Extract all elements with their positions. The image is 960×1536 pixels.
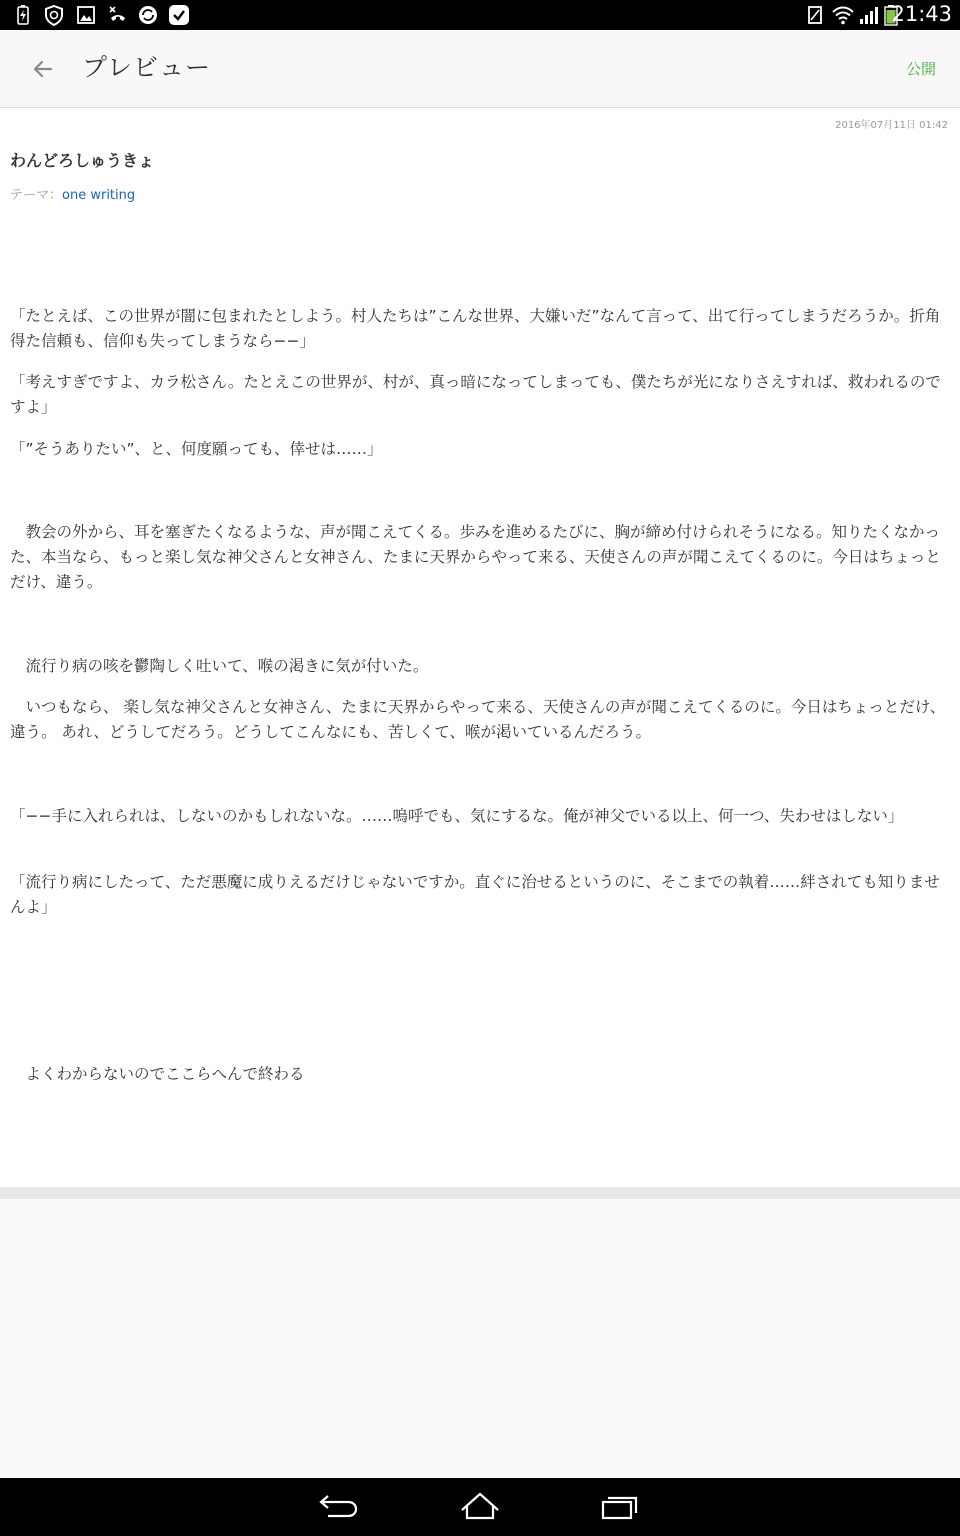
post-title: わんどろしゅうきょ [10,151,155,170]
arrow-back-icon [22,50,64,88]
home-icon [450,1486,510,1528]
article [0,108,960,1187]
status-time: 21:43 [891,2,952,26]
paragraph: 「”そうありたい”、と、何度願っても、倖せは……」 [10,440,383,458]
footer-divider [0,1187,960,1199]
paragraph: 「考えすぎですよ、カラ松さん。たとえこの世界が、村が、真っ暗になってしまっても、僕たちが光になりさえすれば、救われるのですよ」 [10,373,941,416]
empty-area [0,1199,960,1478]
nav-back-button[interactable] [308,1486,368,1528]
recent-apps-icon [590,1486,650,1528]
vibrate-icon [804,4,826,26]
back-button[interactable] [22,50,64,88]
nav-bar [0,1478,960,1536]
shield-icon [43,4,65,26]
nav-home-button[interactable] [450,1486,510,1528]
sync-icon [137,4,159,26]
paragraph: 流行り病の咳を鬱陶しく吐いて、喉の渇きに気が付いた。 [10,657,429,675]
theme-label: テーマ： [10,188,63,203]
paragraph: よくわからないのでここらへんで終わる [10,1065,305,1083]
paragraph: 「流行り病にしたって、ただ悪魔に成りえるだけじゃないですか。直ぐに治せるというのに、そこまでの執着……絆されても知りませんよ」 [10,873,940,916]
paragraph: 「−−手に入れられは、しないのかもしれないな。……嗚呼でも、気にするな。俺が神父でいる以上、何一つ、失わせはしない」 [10,807,904,825]
nav-recent-apps-button[interactable] [590,1486,650,1528]
paragraph: 「たとえば、この世界が闇に包まれたとしよう。村人たちは”こんな世界、大嫌いだ”なんて言って、出て行ってしまうだろうか。折角得た信頼も、信仰も失ってしまうなら−−」 [10,307,941,350]
image-icon [75,4,97,26]
publish-button[interactable]: 公開 [905,60,936,78]
page-title: プレビュー [82,53,212,82]
paragraph: 教会の外から、耳を塞ぎたくなるような、声が聞こえてくる。歩みを進めるたびに、胸が締め付けられそうになる。知りたくなかった、本当なら、もっと楽し気な神父さんと女神さん、たまに天界からやって来る、天使さんの声が聞こえてくるのに。今日はちょっとだけ、違う。 [10,523,941,591]
paragraph: いつもなら、 楽し気な神父さんと女神さん、たまに天界からやって来る、天使さんの声が聞こえてくるのに。今日はちょっとだけ、違う。 あれ、どうしてだろう。どうしてこんなにも、苦しくて、喉が渇いているんだろう。 [10,698,946,741]
battery-charging-icon [12,4,34,26]
post-date: 2016年07月11日 01:42 [835,120,948,131]
check-icon [168,4,190,26]
signal-icon [858,4,880,26]
theme-row [10,184,135,203]
theme-link[interactable]: one writing [62,188,136,203]
back-icon [308,1486,368,1528]
missed-call-icon [107,4,129,26]
wifi-icon [832,4,854,26]
app-bar [0,30,960,108]
status-bar [0,0,960,30]
